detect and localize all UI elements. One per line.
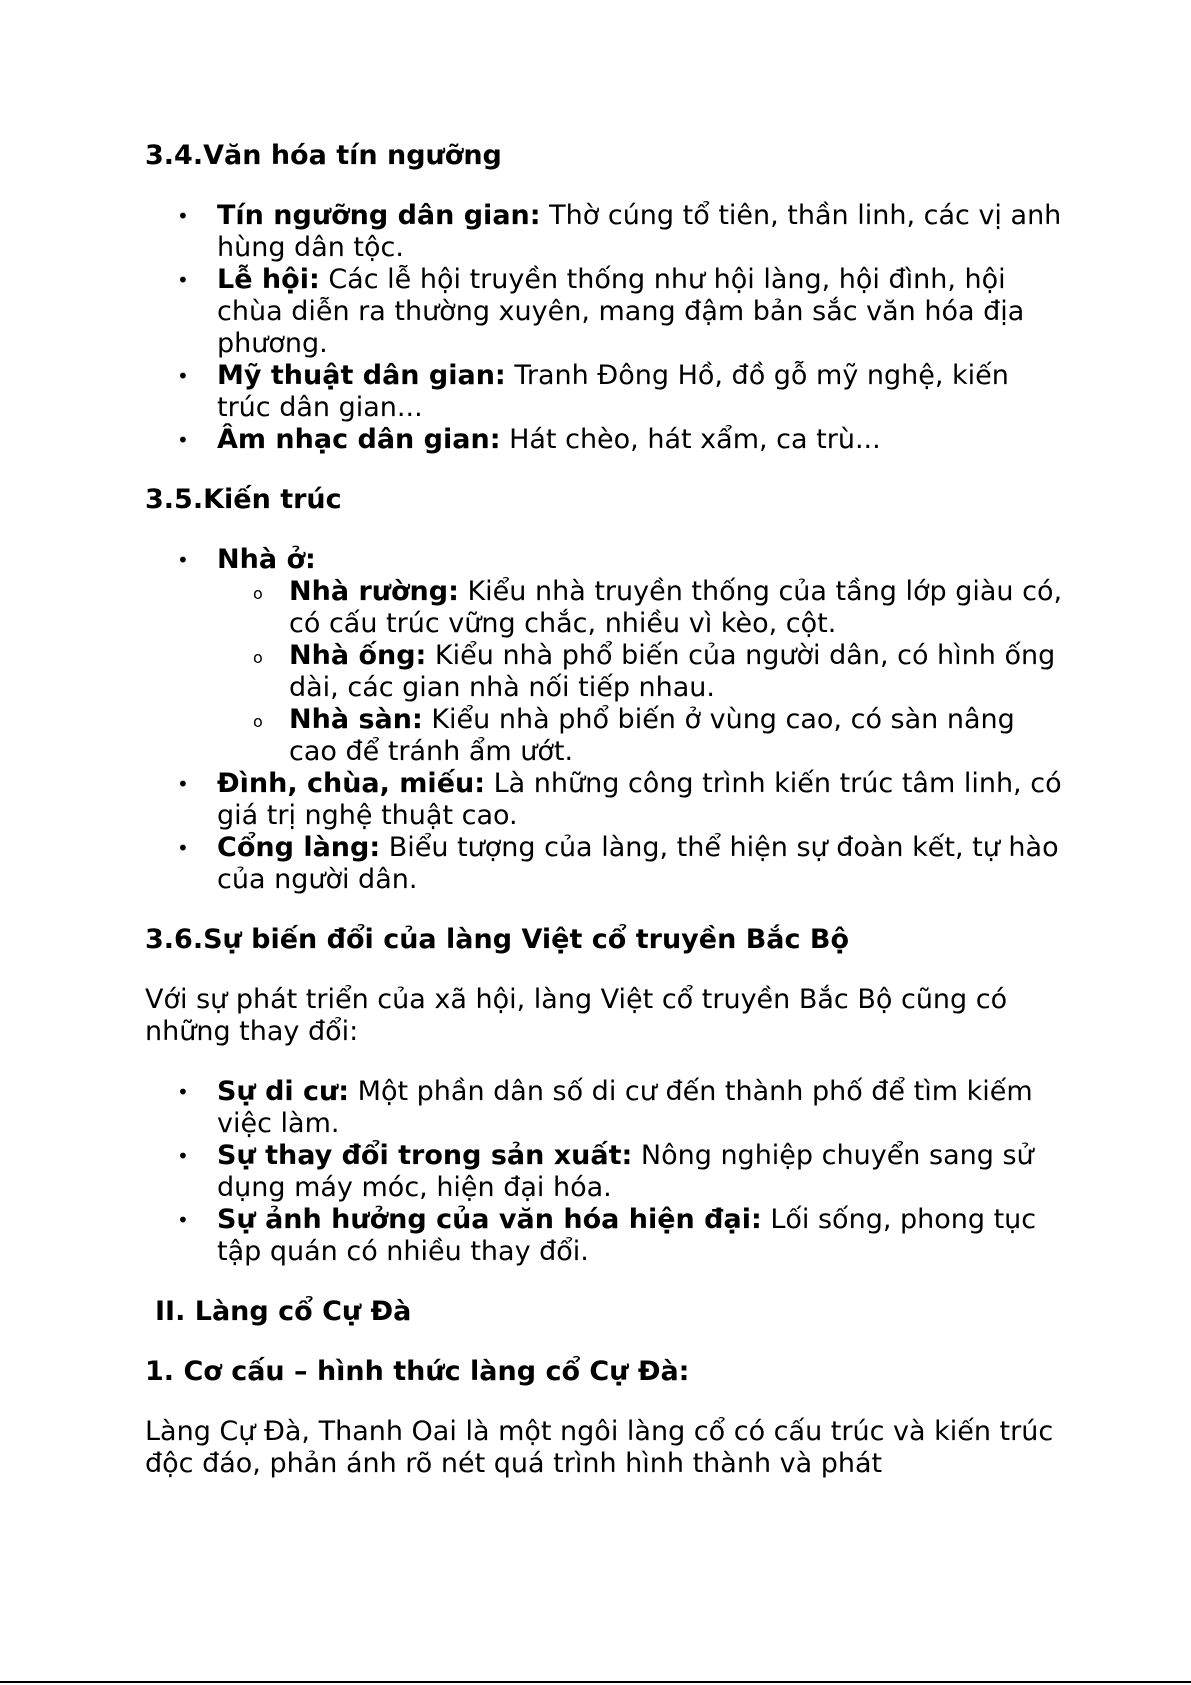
item-text: Biểu tượng của làng, thể hiện sự đoàn kết, tự hào của người dân. (217, 832, 1059, 895)
item-text: Nông nghiệp chuyển sang sử dụng máy móc, hiện đại hóa. (217, 1140, 1034, 1203)
item-term: Lễ hội: (217, 264, 320, 295)
section-intro: Với sự phát triển của xã hội, làng Việt cổ truyền Bắc Bộ cũng có những thay đổi: (145, 984, 1008, 1047)
list-item (145, 1140, 1065, 1204)
item-text: Tranh Đông Hồ, đồ gỗ mỹ nghệ, kiến trúc dân gian... (217, 360, 1009, 423)
list-item (145, 832, 1065, 896)
architecture-list (145, 544, 1065, 896)
belief-list (145, 200, 1065, 456)
section-heading-3-4: 3.4.Văn hóa tín ngưỡng (145, 140, 502, 171)
item-text: Thờ cúng tổ tiên, thần linh, các vị anh hùng dân tộc. (217, 200, 1062, 263)
item-text: Lối sống, phong tục tập quán có nhiều thay đổi. (217, 1204, 1037, 1267)
section-heading-3-5: 3.5.Kiến trúc (145, 484, 342, 515)
item-term: Đình, chùa, miếu: (217, 768, 486, 799)
item-term: Sự ảnh hưởng của văn hóa hiện đại: (217, 1204, 762, 1235)
item-text: Một phần dân số di cư đến thành phố để tìm kiếm việc làm. (217, 1076, 1033, 1139)
document-page (145, 140, 1065, 1480)
part-heading-ii: II. Làng cổ Cự Đà (155, 1296, 412, 1327)
item-term: Nhà rường: (289, 576, 459, 607)
section-paragraph: Làng Cự Đà, Thanh Oai là một ngôi làng cổ có cấu trúc và kiến trúc độc đáo, phản ánh rõ nét quá trình hình thành và phát (145, 1416, 1054, 1479)
sub-list-item (217, 704, 1065, 768)
item-term: Nhà sàn: (289, 704, 423, 735)
list-item (145, 544, 1065, 768)
sub-list-item (217, 576, 1065, 640)
item-term: Sự thay đổi trong sản xuất: (217, 1140, 633, 1171)
list-item (145, 1076, 1065, 1140)
item-term: Mỹ thuật dân gian: (217, 360, 506, 391)
page-bottom-border (0, 1681, 1191, 1683)
section-heading-3-6: 3.6.Sự biến đổi của làng Việt cổ truyền Bắc Bộ (145, 924, 850, 955)
change-list (145, 1076, 1065, 1268)
list-item (145, 768, 1065, 832)
item-term: Nhà ống: (289, 640, 427, 671)
house-type-list (217, 576, 1065, 768)
list-item (145, 424, 1065, 456)
list-item (145, 200, 1065, 264)
item-text: Kiểu nhà truyền thống của tầng lớp giàu có, có cấu trúc vững chắc, nhiều vì kèo, cột. (289, 576, 1063, 639)
item-text: Các lễ hội truyền thống như hội làng, hội đình, hội chùa diễn ra thường xuyên, mang đậm bản sắc văn hóa địa phương. (217, 264, 1025, 359)
list-item (145, 1204, 1065, 1268)
item-text: Kiểu nhà phổ biến của người dân, có hình ống dài, các gian nhà nối tiếp nhau. (289, 640, 1056, 703)
item-term: Cổng làng: (217, 832, 381, 863)
section-heading-1: 1. Cơ cấu – hình thức làng cổ Cự Đà: (145, 1356, 690, 1387)
item-term: Tín ngưỡng dân gian: (217, 200, 541, 231)
item-text: Hát chèo, hát xẩm, ca trù... (500, 424, 881, 455)
item-text: Kiểu nhà phổ biến ở vùng cao, có sàn nâng cao để tránh ẩm ướt. (289, 704, 1015, 767)
list-item (145, 264, 1065, 360)
list-item (145, 360, 1065, 424)
item-text: Là những công trình kiến trúc tâm linh, có giá trị nghệ thuật cao. (217, 768, 1062, 831)
item-term: Sự di cư: (217, 1076, 350, 1107)
item-term: Nhà ở: (217, 544, 316, 575)
sub-list-item (217, 640, 1065, 704)
item-term: Âm nhạc dân gian: (217, 424, 501, 455)
